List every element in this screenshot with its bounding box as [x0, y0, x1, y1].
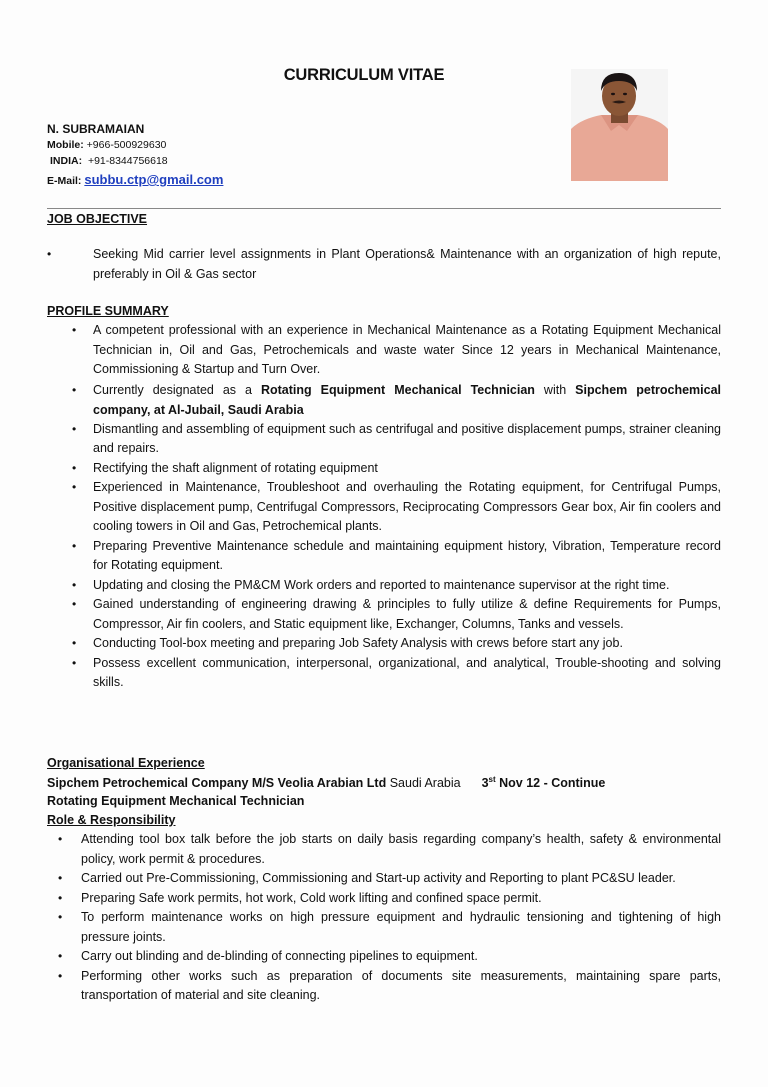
- responsibility-list: [58, 830, 721, 1006]
- india-phone-line: [50, 155, 168, 167]
- list-item: • Experienced in Maintenance, Troubleshoot and overhauling the Rotating equipment, for Centrifugal Pumps, Positive displacement pump, Centrifugal Compressors, Reciprocating Compressors Gear box, Air fin coolers and cooling towers in Oil and Gas, Petrochemical plants.: [72, 480, 721, 533]
- list-item: • Attending tool box talk before the job starts on daily basis regarding company’s health, safety & environmental policy, work permit & procedures.: [58, 832, 721, 866]
- candidate-name: N. SUBRAMAIAN: [47, 122, 145, 136]
- bullet-icon: •: [72, 577, 77, 592]
- email-link[interactable]: subbu.ctp@gmail.com: [84, 172, 224, 187]
- list-item: • Currently designated as a Rotating Equipment Mechanical Technician with Sipchem petrochemical company, at Al-Jubail, Saudi Arabia: [72, 380, 721, 420]
- bullet-icon: •: [72, 480, 77, 494]
- mobile-line: [47, 139, 166, 151]
- company-name: Sipchem Petrochemical Company M/S Veolia Arabian Ltd: [47, 776, 387, 791]
- job-objective-heading: JOB OBJECTIVE: [47, 212, 148, 226]
- header-divider: [47, 208, 721, 209]
- page-title: CURRICULUM VITAE: [283, 66, 445, 84]
- list-item: • Preparing Safe work permits, hot work, Cold work lifting and confined space permit.: [58, 889, 721, 909]
- list-item: • Preparing Preventive Maintenance schedule and maintaining equipment history, Vibration, Temperature record for Rotating equipment.: [72, 538, 721, 572]
- bullet-icon: •: [72, 323, 77, 337]
- list-item: • Dismantling and assembling of equipment such as centrifugal and positive displacement pumps, strainer cleaning and repairs.: [72, 421, 721, 455]
- india-number: +91-8344756618: [87, 155, 168, 167]
- email-label: E-Mail:: [47, 175, 82, 187]
- bullet-icon: •: [58, 871, 63, 885]
- bullet-icon: •: [47, 247, 52, 261]
- bullet-icon: •: [72, 382, 77, 397]
- bullet-icon: •: [72, 421, 77, 436]
- list-item: • Performing other works such as preparation of documents site measurements, maintaining spare parts, transportation of material and site cleaning.: [58, 968, 721, 1002]
- job-objective-list: [47, 245, 721, 284]
- bullet-icon: •: [72, 538, 77, 553]
- role-heading: Role & Responsibility: [47, 813, 176, 827]
- bullet-icon: •: [72, 460, 77, 475]
- profile-summary-list: [72, 321, 721, 693]
- company-location: Saudi Arabia: [389, 776, 461, 791]
- position-title: Rotating Equipment Mechanical Technician: [47, 794, 305, 808]
- list-item: • Possess excellent communication, interpersonal, organizational, and analytical, Trouble-shooting and solving skills.: [72, 655, 721, 689]
- list-item: • Gained understanding of engineering drawing & principles to fully utilize & define Requirements for Pumps, Compressor, Air fin coolers, and Static equipment like, Exchanger, Columns, Tanks and vessels.: [72, 597, 721, 631]
- employer-line: [47, 775, 605, 790]
- employment-date: 3st Nov 12 - Continue: [481, 775, 606, 791]
- email-line: [47, 172, 223, 187]
- india-label: INDIA:: [50, 155, 83, 167]
- bullet-icon: •: [58, 890, 63, 905]
- bullet-icon: •: [58, 949, 63, 963]
- list-item: • Carried out Pre-Commissioning, Commissioning and Start-up activity and Reporting to plant PC&SU leader.: [58, 869, 721, 889]
- list-item: • Rectifying the shaft alignment of rotating equipment: [72, 459, 721, 479]
- list-item: • To perform maintenance works on high pressure equipment and hydraulic tensioning and tightening of high pressure joints.: [58, 910, 721, 944]
- list-item: • Updating and closing the PM&CM Work orders and reported to maintenance supervisor at the right time.: [72, 576, 721, 596]
- profile-photo: [571, 69, 668, 181]
- list-item: • Conducting Tool-box meeting and preparing Job Safety Analysis with crews before start any job.: [72, 634, 721, 654]
- bullet-icon: •: [58, 910, 63, 924]
- profile-summary-heading: PROFILE SUMMARY: [47, 304, 169, 318]
- list-item: • A competent professional with an experience in Mechanical Maintenance as a Rotating Equipment Mechanical Technician in, Oil and Gas, Petrochemicals and waste water Since 12 years in Mechanical Maintenance, Commissioning & Startup and Turn Over.: [72, 323, 721, 376]
- mobile-number: +966-500929630: [86, 139, 167, 151]
- person-portrait-icon: [571, 69, 668, 181]
- bullet-icon: •: [72, 636, 77, 650]
- bullet-icon: •: [58, 968, 63, 983]
- bullet-icon: •: [72, 597, 77, 611]
- bullet-icon: •: [72, 655, 77, 670]
- list-item: • Carry out blinding and de-blinding of connecting pipelines to equipment.: [58, 947, 721, 967]
- bullet-icon: •: [58, 832, 63, 846]
- list-item: • Seeking Mid carrier level assignments in Plant Operations& Maintenance with an organization of high repute, preferably in Oil & Gas sector: [47, 247, 721, 281]
- mobile-label: Mobile:: [47, 139, 84, 151]
- experience-heading: Organisational Experience: [47, 756, 205, 770]
